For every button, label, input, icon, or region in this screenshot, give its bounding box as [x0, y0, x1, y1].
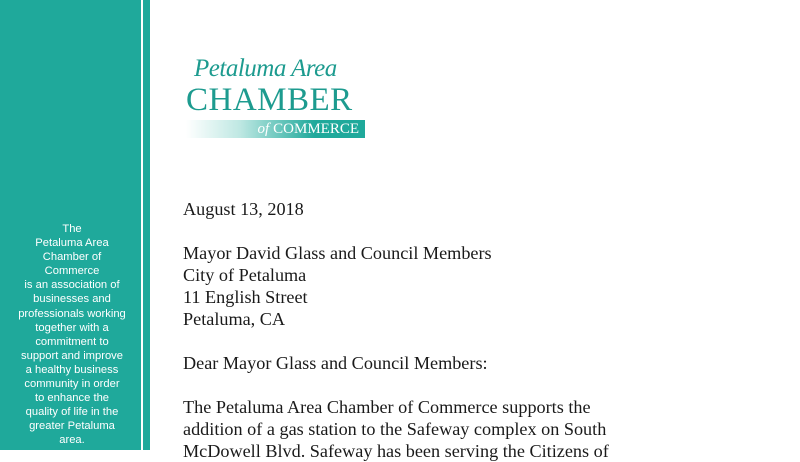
logo-of: of	[257, 121, 270, 137]
body-line: addition of a gas station to the Safeway complex on South	[183, 419, 607, 439]
letter-date: August 13, 2018	[183, 199, 304, 219]
body-line: McDowell Blvd. Safeway has been serving the Citizens of	[183, 441, 609, 461]
address-line: 11 English Street	[183, 287, 308, 307]
body-line: The Petaluma Area Chamber of Commerce supports the	[183, 397, 591, 417]
address-line: Petaluma, CA	[183, 309, 286, 329]
logo-commerce-band	[186, 120, 365, 138]
sidebar-panel	[0, 0, 141, 450]
chamber-logo	[186, 55, 368, 141]
sidebar-divider	[143, 0, 150, 450]
address-line: City of Petaluma	[183, 265, 307, 285]
logo-of-commerce	[257, 120, 359, 138]
address-line: Mayor David Glass and Council Members	[183, 243, 492, 263]
recipient-address	[183, 242, 783, 330]
mission-statement: The Petaluma Area Chamber of Commerce is an association of businesses and professionals working together with a commitment to support and improve a healthy business community in order to enhance the quality of life in the greater Petaluma area.	[18, 223, 126, 447]
logo-petaluma-area: Petaluma Area	[194, 55, 337, 82]
salutation: Dear Mayor Glass and Council Members:	[183, 353, 488, 373]
body-paragraph	[183, 396, 783, 462]
logo-commerce: COMMERCE	[273, 121, 359, 137]
letter-body	[183, 198, 783, 462]
logo-chamber: CHAMBER	[186, 82, 353, 118]
